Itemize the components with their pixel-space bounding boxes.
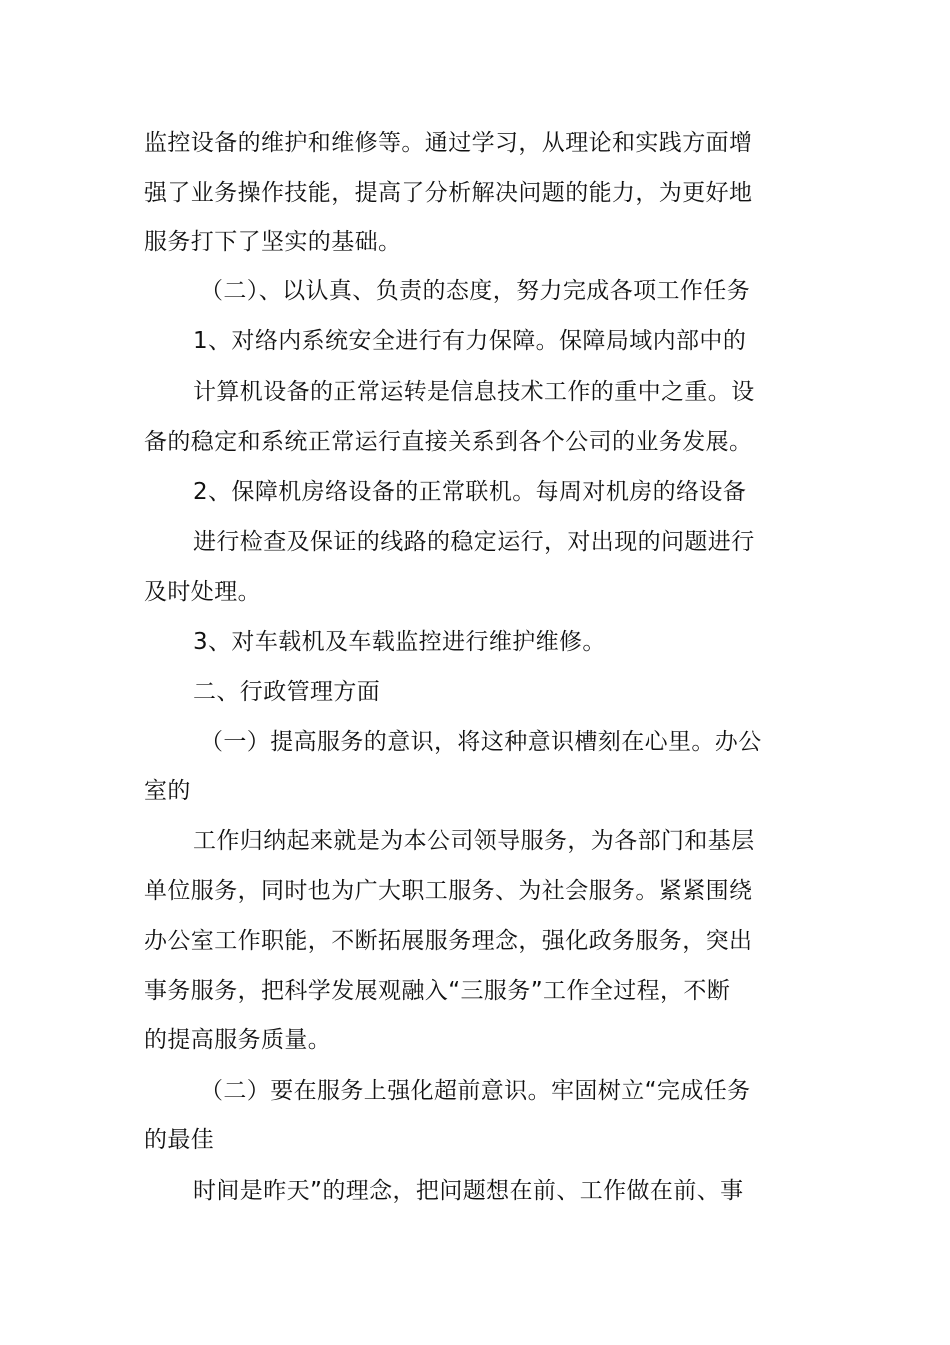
section-heading: 二、行政管理方面 bbox=[193, 679, 381, 705]
section-heading: （二）、以认真、负责的态度，努力完成各项工作任务 bbox=[200, 278, 751, 304]
text-line: 工作归纳起来就是为本公司领导服务，为各部门和基层 bbox=[193, 828, 755, 854]
text-line: 强了业务操作技能，提高了分析解决问题的能力，为更好地 bbox=[144, 180, 753, 206]
numbered-item: 3、对车载机及车载监控进行维护维修。 bbox=[193, 629, 606, 655]
subsection-heading: （一）提高服务的意识，将这种意识槽刻在心里。办公 bbox=[200, 729, 762, 755]
text-line: 监控设备的维护和维修等。通过学习，从理论和实践方面增 bbox=[144, 130, 753, 156]
text-line: 备的稳定和系统正常运行直接关系到各个公司的业务发展。 bbox=[144, 429, 753, 455]
text-line: 办公室工作职能，不断拓展服务理念，强化政务服务，突出 bbox=[144, 928, 753, 954]
text-line: 的最佳 bbox=[144, 1127, 215, 1153]
text-line: 进行检查及保证的线路的稳定运行，对出现的问题进行 bbox=[193, 529, 755, 555]
text-line: 单位服务，同时也为广大职工服务、为社会服务。紧紧围绕 bbox=[144, 878, 753, 904]
numbered-item: 1、对络内系统安全进行有力保障。保障局域内部中的 bbox=[193, 328, 747, 354]
text-line: 时间是昨天”的理念，把问题想在前、工作做在前、事 bbox=[193, 1178, 744, 1204]
numbered-item: 2、保障机房络设备的正常联机。每周对机房的络设备 bbox=[193, 479, 747, 505]
text-line: 事务服务，把科学发展观融入“三服务”工作全过程，不断 bbox=[144, 978, 731, 1004]
text-line: 计算机设备的正常运转是信息技术工作的重中之重。设 bbox=[193, 379, 755, 405]
text-line: 服务打下了坚实的基础。 bbox=[144, 229, 402, 255]
text-line: 室的 bbox=[144, 778, 191, 804]
subsection-heading: （二）要在服务上强化超前意识。牢固树立“完成任务 bbox=[200, 1078, 751, 1104]
text-line: 及时处理。 bbox=[144, 579, 261, 605]
text-line: 的提高服务质量。 bbox=[144, 1027, 332, 1053]
